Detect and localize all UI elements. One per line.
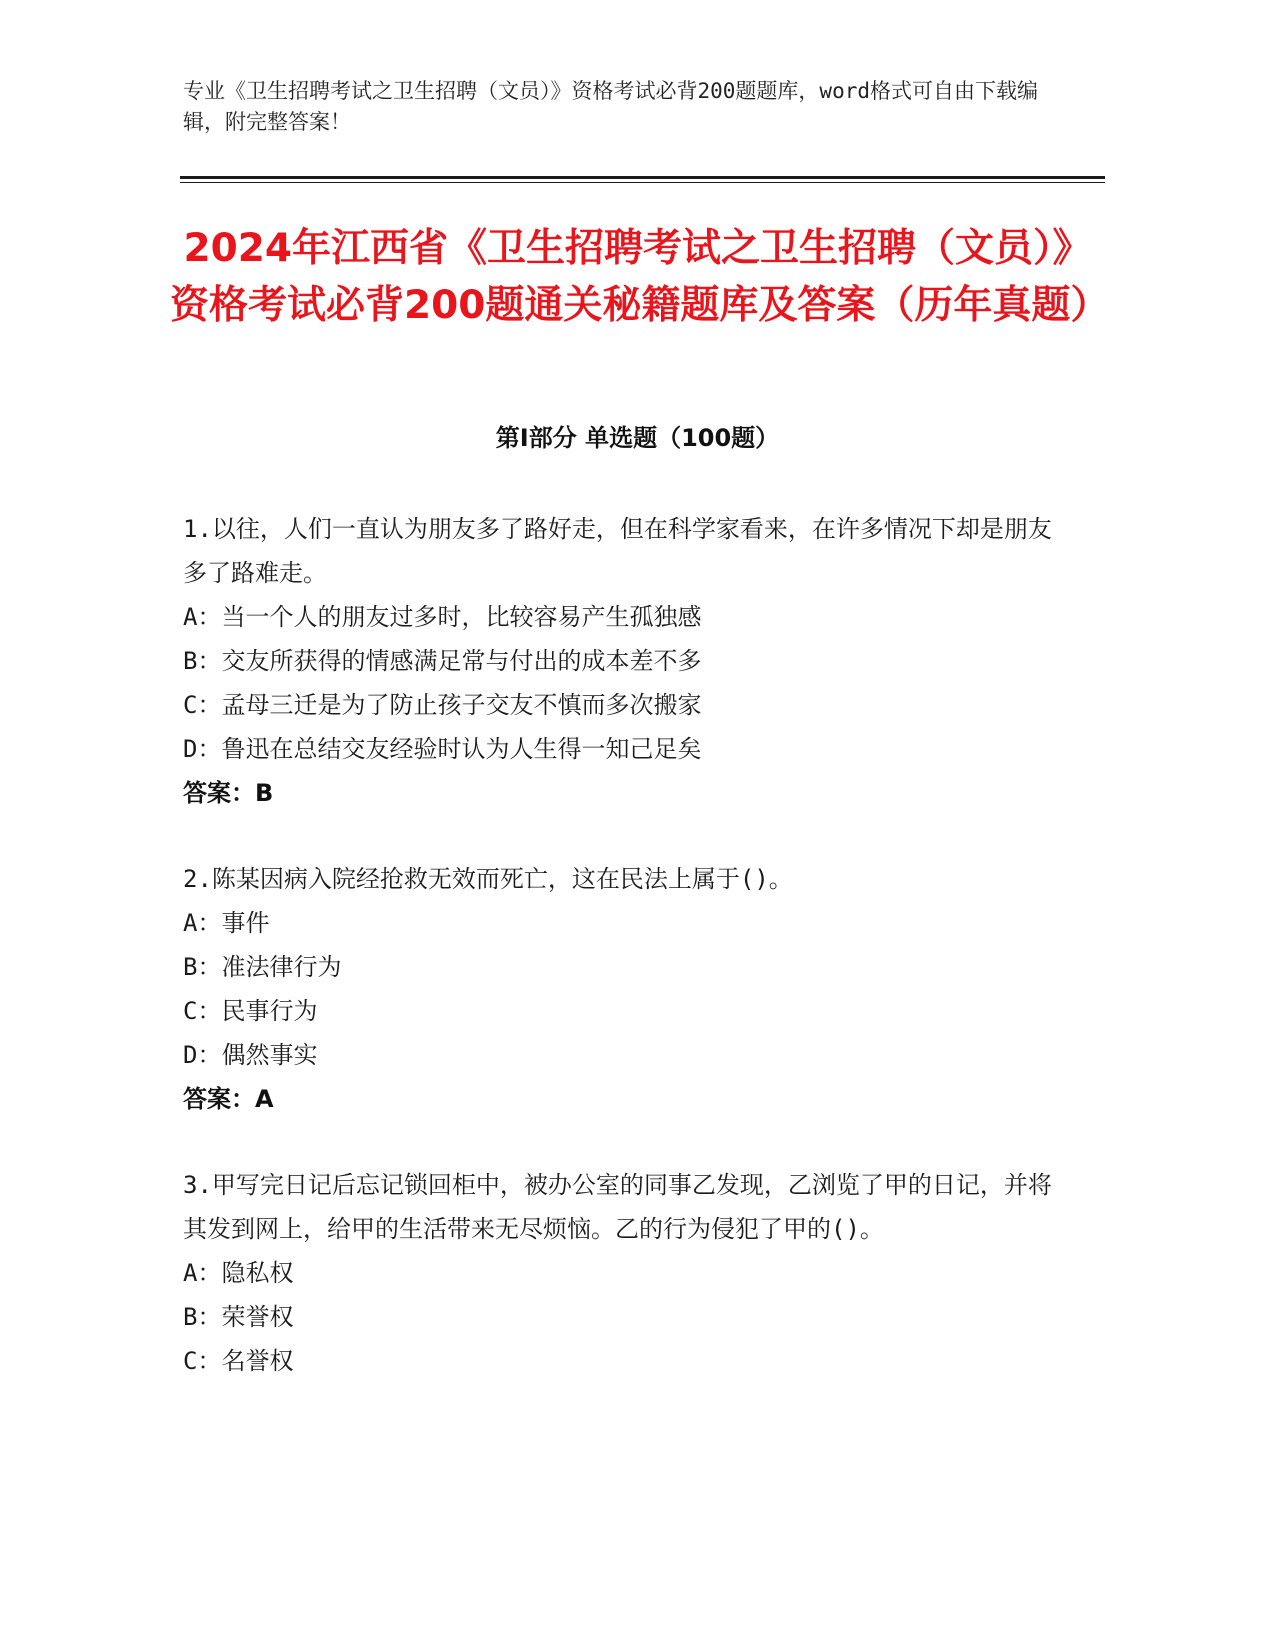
option-b: B：准法律行为: [183, 953, 342, 981]
question-1: [183, 507, 1053, 815]
option-c: C：孟母三迁是为了防止孩子交友不慎而多次搬家: [183, 691, 702, 719]
question-2: [183, 857, 1053, 1121]
option-c: C：名誉权: [183, 1347, 294, 1375]
option-a: A：隐私权: [183, 1259, 294, 1287]
section-title: 第Ⅰ部分 单选题（100题）: [495, 424, 780, 452]
question-list: [183, 507, 1053, 1425]
option-b: B：荣誉权: [183, 1303, 294, 1331]
question-stem: 3.甲写完日记后忘记锁回柜中，被办公室的同事乙发现，乙浏览了甲的日记，并将其发到网上，给甲的生活带来无尽烦恼。乙的行为侵犯了甲的()。: [183, 1171, 1052, 1243]
header-rule-thin: [180, 182, 1105, 183]
question-stem: 2.陈某因病入院经抢救无效而死亡，这在民法上属于()。: [183, 865, 793, 893]
header-rule-thick: [180, 176, 1105, 179]
question-stem: 1.以往，人们一直认为朋友多了路好走，但在科学家看来，在许多情况下却是朋友多了路难走。: [183, 515, 1052, 587]
option-a: A：事件: [183, 909, 270, 937]
answer-line: 答案：A: [183, 1085, 274, 1113]
document-title: 2024年江西省《卫生招聘考试之卫生招聘（文员）》资格考试必背200题通关秘籍题库及答案（历年真题）: [170, 226, 1110, 328]
answer-line: 答案：B: [183, 779, 274, 807]
option-c: C：民事行为: [183, 997, 318, 1025]
question-3: [183, 1163, 1053, 1383]
header-note: 专业《卫生招聘考试之卫生招聘（文员）》资格考试必背200题题库，word格式可自由下载编辑，附完整答案！: [183, 79, 1038, 134]
option-a: A：当一个人的朋友过多时，比较容易产生孤独感: [183, 603, 702, 631]
option-d: D：偶然事实: [183, 1041, 318, 1069]
option-d: D：鲁迅在总结交友经验时认为人生得一知己足矣: [183, 735, 702, 763]
option-b: B：交友所获得的情感满足常与付出的成本差不多: [183, 647, 702, 675]
